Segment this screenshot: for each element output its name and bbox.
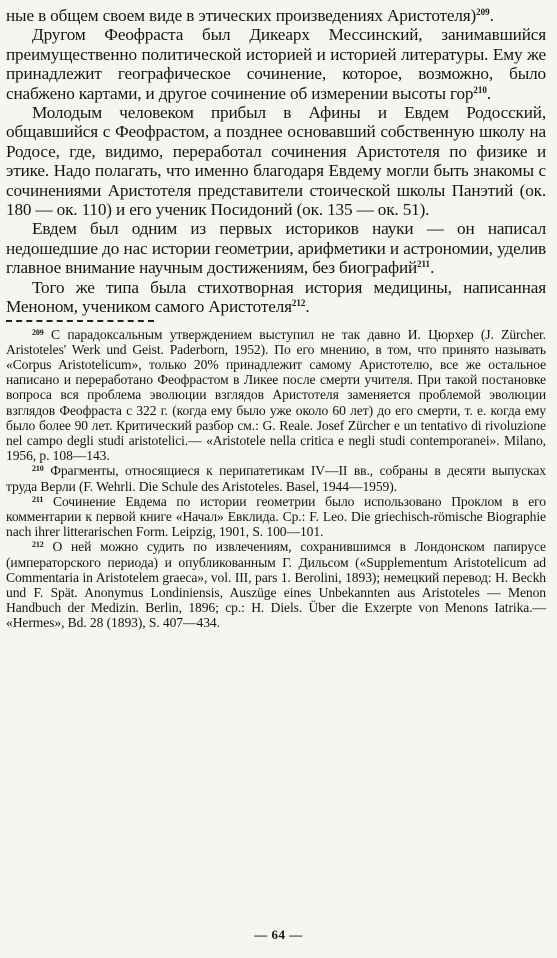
main-text bbox=[6, 6, 546, 317]
paragraph-2: Другом Феофраста был Дикеарх Мессинский, занимавшийся преимущественно политической историей и историей литературы. Ему же принадлежит географическое сочинение, которое, возможно, было снабжено картами, и другое сочинение об измерении высоты гор$^{210}$. bbox=[6, 25, 546, 103]
footnote-number: 209 bbox=[32, 327, 44, 337]
page-number: — 64 — bbox=[254, 927, 303, 942]
footnote-ref-211[interactable]: 211 bbox=[417, 259, 431, 270]
paragraph-3-text: Молодым человеком прибыл в Афины и Евдем Родосский, общавшийся с Феофрастом, а позднее основавший собственную школу на Родосе, где, видимо, переработал сочинения Аристотеля по физике и этике. Надо полагать, что именно благодаря Евдему могли быть знакомы с сочинениями Аристотеля представители стоической школы Панэтий (ок. 180 — ок. 110) и его ученик Посидоний (ок. 135 — ок. 51). bbox=[6, 103, 546, 220]
footnote-text: Сочинение Евдема по истории геометрии было использовано Проклом в его комментарии к первой книге «Начал» Евклида. Ср.: F. Leo. Die griechisch-römische Biographie nach ihrer litterarischen Form. Leipzig, 1901, S. 100—101. bbox=[6, 493, 546, 540]
footnote-number: 211 bbox=[32, 494, 44, 504]
paragraph-4-text: Евдем был одним из первых историков науки — он написал недошедшие до нас истории геометрии, арифметики и астрономии, уделив главное внимание научным достижениям, без биографий bbox=[6, 219, 546, 278]
paragraph-5-text: Того же типа была стихотворная история медицины, написанная Меноном, учеником самого Аристотеля bbox=[6, 277, 546, 317]
footnote-separator bbox=[6, 320, 154, 322]
footnote bbox=[6, 327, 546, 464]
footnote-number: 212 bbox=[32, 540, 44, 550]
footnote bbox=[6, 494, 546, 540]
footnote bbox=[6, 539, 546, 630]
footnote-number: 210 bbox=[32, 464, 44, 474]
paragraph-1-text: ные в общем своем виде в этических произведениях Аристотеля) bbox=[6, 6, 477, 25]
footnote-text: О ней можно судить по извлечениям, сохранившимся в Лондонском папирусе (императорского периода) и опубликованным Г. Дильсом («Supplementum Aristotelicum ad Commentaria in Aristotelem graeca», vol. III, pars 1. Berolini, 1893); немецкий перевод: H. Beckh und F. Spät. Anonymus Londiniensis, Auszüge eines Unbekannten aus Aristoteles — Menon Handbuch der Medizin. Berlin, 1896; ср.: H. Diels. Über die Exzerpte von Menons Iatrika.— «Hermes», Bd. 28 (1893), S. 407—434. bbox=[6, 539, 546, 631]
footnote-text: Фрагменты, относящиеся к перипатетикам IV—II вв., собраны в десяти выпусках труда Верли (F. Wehrli. Die Schule des Aristoteles. Basel, 1944—1959). bbox=[6, 463, 546, 494]
footnote-ref-210[interactable]: 210 bbox=[473, 84, 487, 95]
page bbox=[6, 6, 546, 631]
footnotes bbox=[6, 327, 546, 631]
paragraph-2-text: Другом Феофраста был Дикеарх Мессинский, занимавшийся преимущественно политической историей и историей литературы. Ему же принадлежит географическое сочинение, которое, возможно, было снабжено картами, и другое сочинение об измерении высоты гор bbox=[6, 25, 546, 103]
paragraph-4: Евдем был одним из первых историков науки — он написал недошедшие до нас истории геометрии, арифметики и астрономии, уделив главное внимание научным достижениям, без биографий$^{211}$. bbox=[6, 219, 546, 278]
paragraph-5: Того же типа была стихотворная история медицины, написанная Меноном, учеником самого Аристотеля$^{212}$. bbox=[6, 277, 546, 317]
paragraph-1: ные в общем своем виде в этических произведениях Аристотеля)$^{209}$. bbox=[6, 6, 494, 25]
footnote-text: С парадоксальным утверждением выступил не так давно И. Цюрхер (J. Zürcher. Aristoteles' Werk und Geist. Paderborn, 1952). По его мнению, в том, что принято называть «Corpus Aristotelicum», только 20% принадлежит самому Аристотелю, все же остальное написано и переработано Феофрастом в Ликее после смерти учителя. При такой постановке вопроса вся проблема эволюции взглядов Аристотеля заменяется проблемой эволюции взглядов Феофраста с 322 г. (когда ему было уже около 60 лет) до его смерти, т. е. когда ему было более 90 лет. Критический разбор см.: G. Reale. Josef Zürcher e un tentativo di rivoluzione nel campo degli studi aristotelici.— «Aristotele nella critica e negli studi contemporanei». Milano, 1956, p. 108—143. bbox=[6, 326, 546, 464]
footnote bbox=[6, 463, 546, 493]
footnote-ref-212[interactable]: 212 bbox=[291, 298, 306, 309]
footnote-ref-209[interactable]: 209 bbox=[476, 7, 490, 17]
paragraph-3 bbox=[6, 103, 546, 219]
